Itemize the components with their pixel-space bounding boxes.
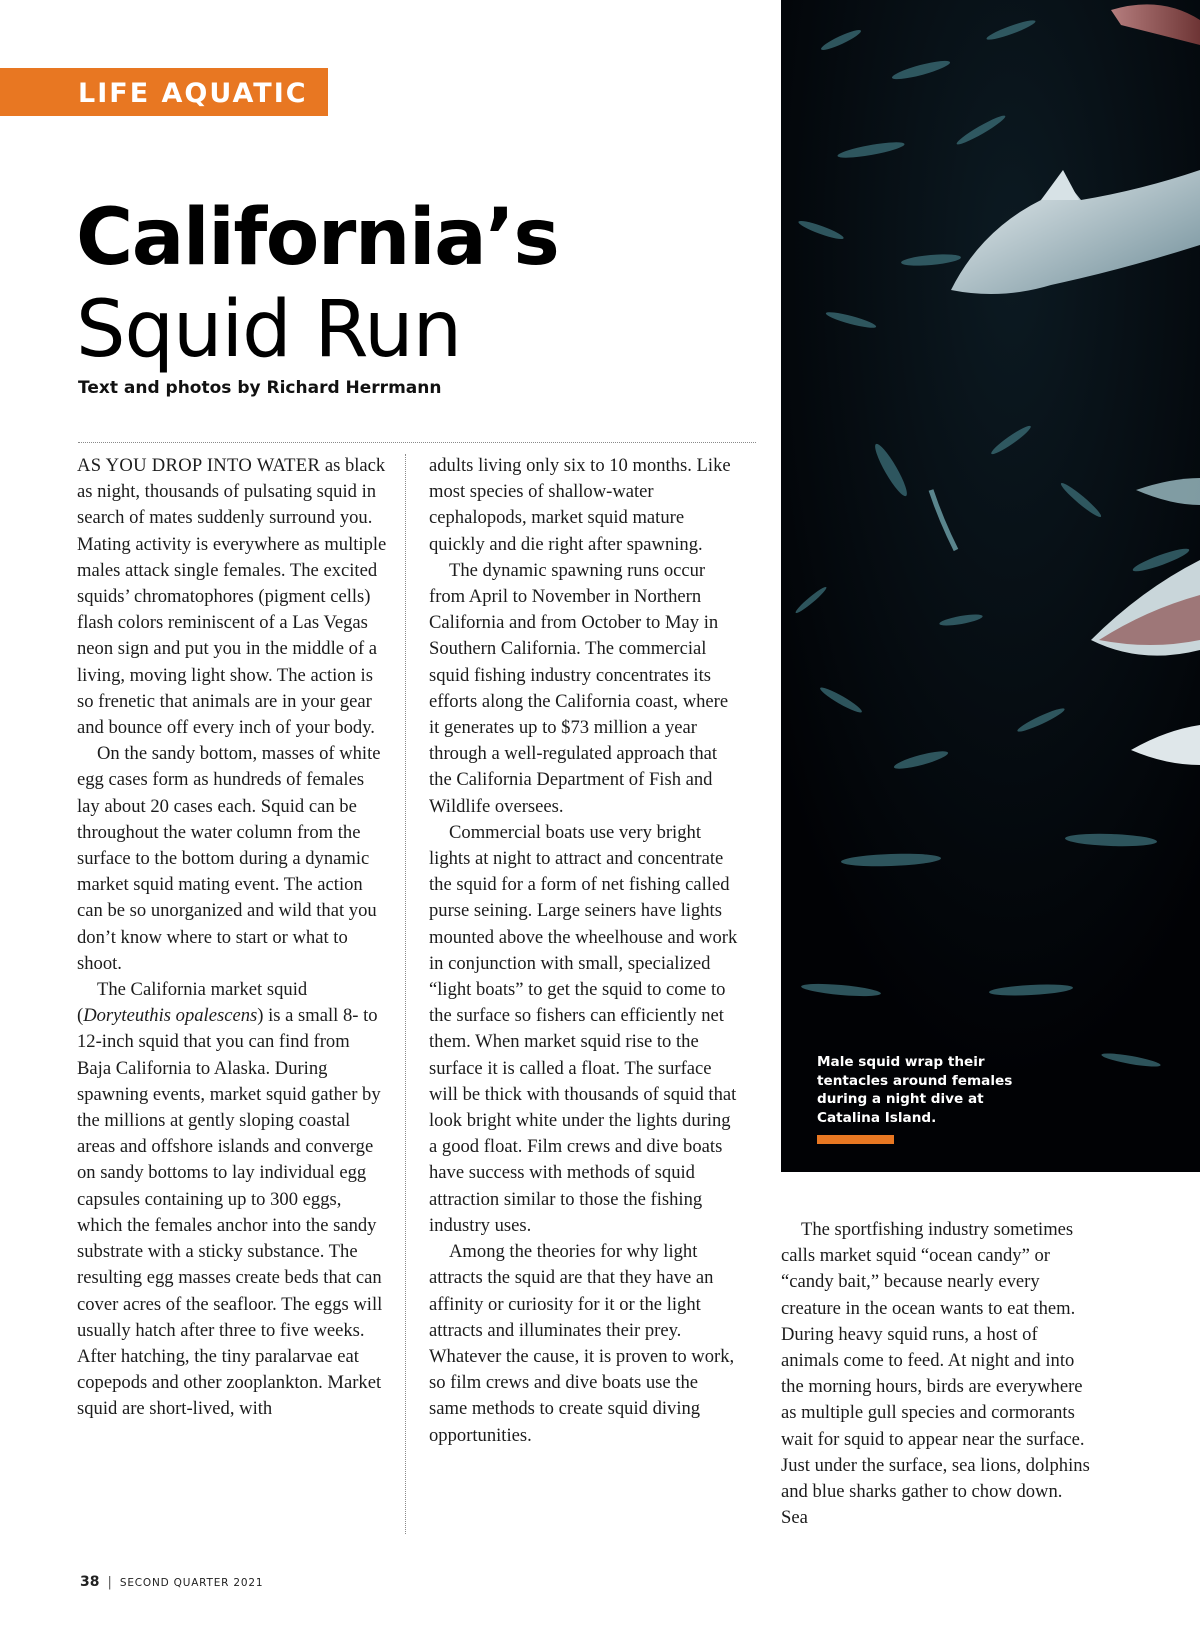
- article-title-line-2: Squid Run: [76, 285, 461, 375]
- paragraph-text: The California market squid (: [77, 979, 308, 1027]
- paragraph: Commercial boats use very bright lights at night to attract and concentrate the squid for a form of net fishing called purse seining. Large seiners have lights mounted above the wheelhouse and work in conjunction with small, specialized “light boats” to get the squid to come to the surface so fishers can efficiently net them. When market squid rise to the surface it is called a float. The surface will be thick with thousands of squid that look bright white under the lights during a good float. Film crews and dive boats have success with methods of squid attraction similar to those the fishing industry uses.: [429, 821, 738, 1236]
- paragraph: The sportfishing industry sometimes calls market squid “ocean candy” or “candy bait,” because nearly every creature in the ocean wants to eat them. During heavy squid runs, a host of animals come to feed. At night and into the morning hours, birds are everywhere as multiple gull species and cormorants wait for squid to appear near the surface. Just under the surface, sea lions, dolphins and blue sharks gather to chow down. Sea: [781, 1219, 1090, 1529]
- paragraph: [77, 977, 387, 1422]
- issue-label: SECOND QUARTER 2021: [119, 1577, 264, 1589]
- paragraph-text: ) is a small 8- to 12-inch squid that you can find from Baja California to Alaska. During spawning events, market squid gather by the millions at gently sloping coastal areas and offshore islands and converge on sandy bottoms to lay individual egg capsules containing up to 300 eggs, which the females anchor into the sandy substrate with a sticky substance. The resulting egg masses create beds that can cover acres of the seafloor. The eggs will usually hatch after three to five weeks. After hatching, the tiny paralarvae eat copepods and other zooplankton. Market squid are short-lived, with: [77, 1005, 383, 1420]
- horizontal-divider: [78, 442, 756, 443]
- text-column-2: [429, 453, 739, 1449]
- lead-in: AS YOU DROP INTO WATER: [77, 455, 321, 476]
- page-footer: [80, 1571, 263, 1590]
- column-divider: [405, 454, 406, 1534]
- squid-school-illustration: [781, 0, 1200, 1172]
- paragraph: adults living only six to 10 months. Like most species of shallow-water cephalopods, market squid mature quickly and die right after spawning.: [429, 455, 731, 555]
- text-column-3: [781, 1217, 1091, 1531]
- paragraph: On the sandy bottom, masses of white egg cases form as hundreds of females lay about 20 cases each. Squid can be throughout the water column from the surface to the bottom during a dynamic market squid mating event. The action can be so unorganized and wild that you don’t know where to start or what to shoot.: [77, 743, 381, 974]
- page-number: 38: [80, 1574, 100, 1590]
- article-title-line-1: California’s: [76, 193, 559, 283]
- paragraph: [77, 453, 387, 741]
- squid-photo: [781, 0, 1200, 1172]
- caption-accent-bar: [817, 1135, 894, 1144]
- species-name: Doryteuthis opalescens: [83, 1005, 258, 1027]
- paragraph: The dynamic spawning runs occur from April to November in Northern California and from October to May in Southern California. The commercial squid fishing industry concentrates its efforts along the California coast, where it generates up to $73 million a year through a well-regulated approach that the California Department of Fish and Wildlife oversees.: [429, 559, 729, 817]
- paragraph: Among the theories for why light attracts the squid are that they have an affinity or curiosity for it or the light attracts and illuminates their prey. Whatever the cause, it is proven to work, so film crews and dive boats use the same methods to create squid diving opportunities.: [429, 1241, 735, 1446]
- footer-separator: |: [107, 1575, 112, 1590]
- text-column-1: [77, 453, 387, 1423]
- photo-caption: Male squid wrap their tentacles around females during a night dive at Catalina Island.: [817, 1054, 1013, 1126]
- paragraph-text: as black as night, thousands of pulsating squid in search of mates suddenly surround you. Mating activity is everywhere as multiple males attack single females. The excited squids’ chromatophores (pigment cells) flash colors reminiscent of a Las Vegas neon sign and put you in the middle of a living, moving light show. The action is so frenetic that animals are in your gear and bounce off every inch of your body.: [77, 455, 387, 739]
- byline: Text and photos by Richard Herrmann: [78, 378, 442, 398]
- section-tag: LIFE AQUATIC: [0, 68, 328, 116]
